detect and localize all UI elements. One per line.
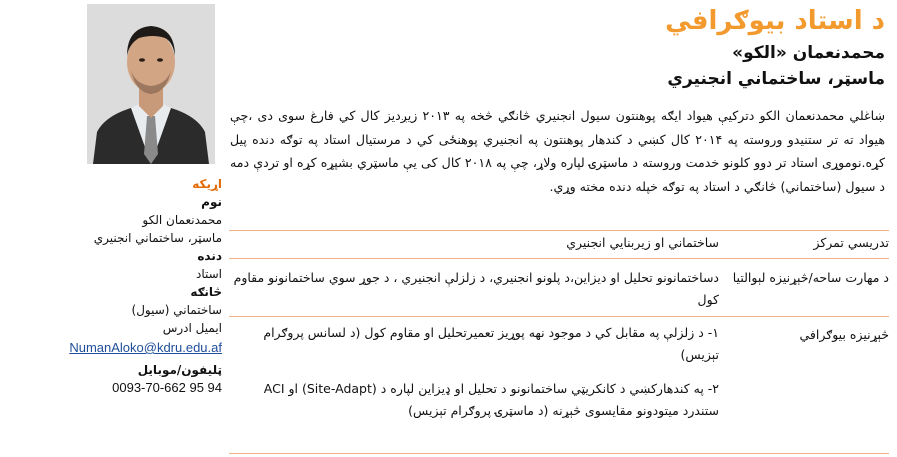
phone-label: ټلیفون/موبایل — [137, 363, 222, 377]
teacher-name: محمدنعمان «الکو» — [732, 43, 885, 63]
table-divider — [229, 316, 889, 317]
email-link[interactable]: NumanAloko@kdru.edu.af — [69, 340, 222, 355]
department-label: څانګه — [190, 285, 222, 299]
profile-photo — [87, 4, 215, 164]
teacher-degree: ماسټر، ساختماني انجنیري — [667, 69, 885, 89]
row-value-research-item-2: ۲- په کندهارکښي د کانکریټي ساختمانونو د تحلیل او ډیزاین لپاره د (Site-Adapt) او ACI ستندرد میتودونو مقایسوی څېړنه (د ماسټرۍ پروګرام تېزیس) — [263, 381, 719, 418]
department-value: ساختماني (سیول) — [131, 303, 222, 317]
portrait-image — [87, 4, 215, 164]
page-title: د استاد بیوګرافي — [665, 6, 885, 36]
row-value-expertise: دساختمانونو تحلیل او دیزاین،د پلونو انجنیري، د زلزلې انجنیري ، د جوړ سوي ساختمانونو مقاوم کول — [233, 270, 719, 307]
name-value: محمدنعمان الکو — [142, 213, 222, 227]
biography-paragraph: ښاغلي محمدنعمان الکو دترکیې هیواد ایګه پوهنتون سیول انجنیري څانګي څخه په ۲۰۱۳ زیږدیز کال کي فارغ سوی دی ،چې هیواد ته تر ستنیدو وروسته په ۲۰۱۴ کال کښي د کندهار پوهنتون په انجنیري پوهنځی کي د مرستیال استاد په توګه دنده پیل کړه.نوموړی استاد تر دوو کلونو خدمت وروسته د ماسټرۍ لپاره ولاړ، چې په ۲۰۱۸ کال کی یې ماسټري بشپړه کړه او تردې دمه د سیول (ساختماني) څانګي د استاد په توګه خپله دنده مخته وړي. — [230, 108, 886, 194]
job-value: استاد — [195, 267, 222, 281]
profile-table — [229, 230, 889, 454]
table-divider — [229, 453, 889, 454]
email-label: ایمیل ادرس — [162, 321, 222, 335]
row-label-teaching-focus: تدریسي تمرکز — [813, 235, 889, 250]
job-label: دنده — [197, 249, 222, 263]
row-label-research-bio: څېړنیزه بیوګرافي — [799, 327, 889, 342]
table-divider — [229, 258, 889, 259]
name-label: نوم — [201, 195, 222, 209]
phone-value: 0093-70-662 95 94 — [112, 380, 222, 395]
table-divider — [229, 230, 889, 231]
row-value-research-item-1: ۱- د زلزلې په مقابل کي د موجود نهه پوړیز تعمیرتحلیل او مقاوم کول (د لسانس پروګرام تېزیس) — [263, 325, 719, 362]
row-label-expertise: د مهارت ساحه/څېړنیزه لېوالتیا — [732, 270, 889, 285]
row-value-teaching-focus: ساختماني او زیربنایي انجنیري — [566, 235, 719, 250]
degree-value: ماسټر، ساختماني انجنیري — [93, 231, 222, 245]
contact-heading: اړیکه — [192, 177, 222, 191]
